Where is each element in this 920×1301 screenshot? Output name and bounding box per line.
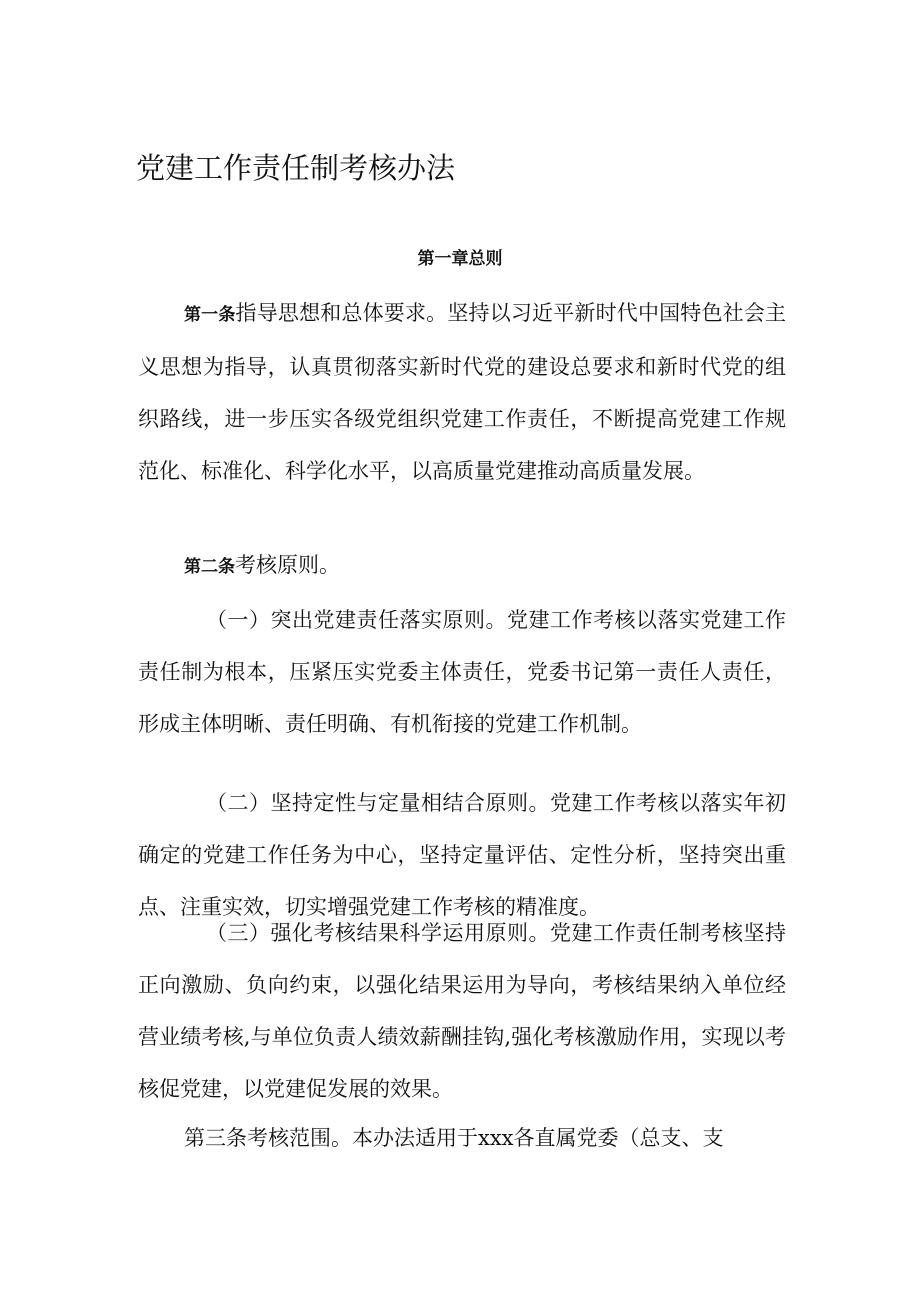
chapter-heading: 第一章总则 [417, 249, 503, 269]
document-title: 党建工作责任制考核办法 [136, 151, 456, 185]
article-2-paragraph [138, 539, 786, 593]
article-2-text: 考核原则。 [235, 553, 340, 577]
article-1-lead: 第一条 [184, 305, 236, 325]
principle-2-paragraph: （二）坚持定性与定量相结合原则。党建工作考核以落实年初确定的党建工作任务为中心，坚持定量评估、定性分析，坚持突出重点、注重实效，切实增强党建工作考核的精准度。 [138, 791, 786, 919]
principle-3-paragraph: （三）强化考核结果科学运用原则。党建工作责任制考核坚持正向激励、负向约束，以强化结果运用为导向，考核结果纳入单位经营业绩考核,与单位负责人绩效薪酬挂钩,强化考核激励作用，实现以考核促党建，以党建促发展的效果。 [138, 921, 786, 1101]
article-3-paragraph: 第三条考核范围。本办法适用于xxx各直属党委（总支、支 [184, 1126, 724, 1150]
article-1-text: 指导思想和总体要求。坚持以习近平新时代中国特色社会主义思想为指导，认真贯彻落实新时代党的建设总要求和新时代党的组织路线，进一步压实各级党组织党建工作责任，不断提高党建工作规范化、标准化、科学化水平，以高质量党建推动高质量发展。 [138, 301, 787, 483]
principle-1-paragraph: （一）突出党建责任落实原则。党建工作考核以落实党建工作责任制为根本，压紧压实党委主体责任，党委书记第一责任人责任，形成主体明晰、责任明确、有机衔接的党建工作机制。 [138, 608, 786, 736]
article-1-paragraph [138, 287, 786, 497]
article-2-lead: 第二条 [184, 557, 235, 577]
